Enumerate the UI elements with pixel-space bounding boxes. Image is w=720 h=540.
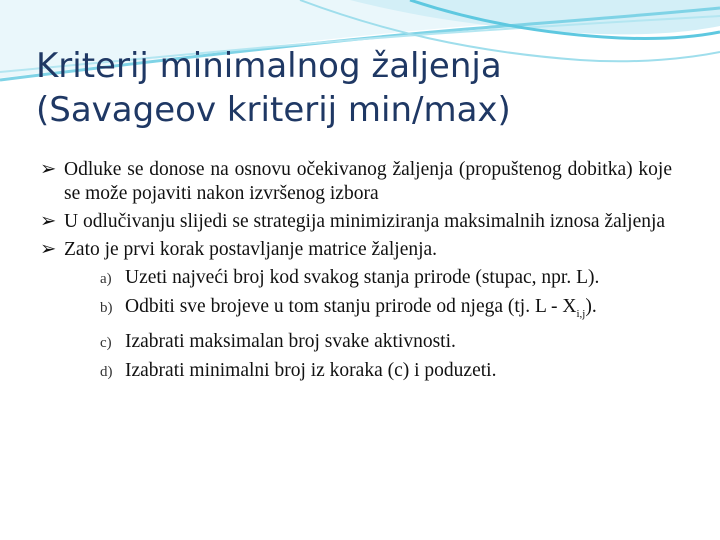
sub-item-marker: c) (100, 334, 112, 351)
arrow-bullet-icon: ➢ (40, 239, 57, 260)
bullet-item (40, 238, 672, 262)
sub-item-text: Odbiti sve brojeve u tom stanju prirode od njega (tj. L - X (125, 296, 577, 317)
title-line-1: Kriterij minimalnog žaljenja (36, 46, 502, 86)
sub-item-marker: b) (100, 300, 113, 316)
bullet-text: U odlučivanju slijedi se strategija minimiziranja maksimalnih iznosa žaljenja (64, 211, 666, 232)
sub-item (70, 359, 672, 384)
sub-item-marker: a) (100, 271, 112, 287)
sub-item (70, 295, 672, 326)
title-line-2: (Savageov kriterij min/max) (36, 90, 511, 130)
bullet-text: Odluke se donose na osnovu očekivanog žaljenja (propuštenog dobitka) koje se može pojaviti nakon izvršenog izbora (64, 159, 672, 204)
sub-item (70, 330, 672, 355)
slide-content (40, 158, 672, 388)
subscript-index: i,j (576, 307, 586, 320)
sub-item-text-end: ). (585, 296, 597, 317)
arrow-bullet-icon: ➢ (40, 211, 57, 232)
bullet-item (40, 158, 672, 206)
sub-item (70, 266, 672, 291)
sub-item-text: Izabrati minimalni broj iz koraka (c) i poduzeti. (125, 359, 497, 381)
sub-item-text: Uzeti najveći broj kod svakog stanja prirode (stupac, npr. L). (125, 267, 600, 288)
slide-title (36, 44, 696, 132)
bullet-text: Zato je prvi korak postavljanje matrice žaljenja. (64, 239, 438, 260)
sub-item-marker: d) (100, 363, 113, 380)
bullet-item (40, 210, 672, 234)
sub-item-text: Izabrati maksimalan broj svake aktivnosti. (125, 330, 456, 352)
arrow-bullet-icon: ➢ (40, 159, 57, 180)
